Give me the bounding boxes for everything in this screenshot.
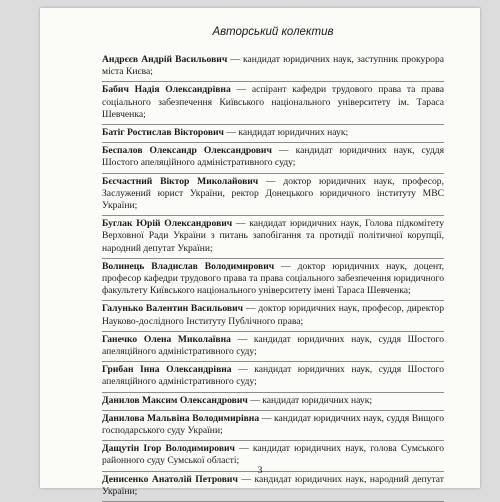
author-description: — кандидат юридичних наук, народний депутат України;: [102, 473, 444, 497]
author-description: — доктор юридичних наук, професор, Заслужений юрист України, ректор Донецького юридичного інституту МВС України;: [102, 175, 444, 212]
author-name: Бєсчастний Віктор Миколайович: [102, 175, 259, 187]
author-name: Бабич Надія Олександрівна: [102, 84, 231, 96]
author-list: [102, 52, 444, 502]
author-name: Батіг Ростислав Вікторович: [102, 127, 224, 139]
author-name: Галунько Валентин Васильович: [102, 303, 244, 315]
page-heading: Авторський колектив: [212, 26, 334, 38]
document-page: [40, 8, 480, 497]
page-number: 3: [257, 466, 263, 476]
author-name: Данилова Мальвіна Володимирівна: [102, 412, 260, 424]
author-entry: [102, 301, 444, 331]
author-entry: [102, 174, 444, 217]
author-name: Буглак Юрій Олександрович: [102, 218, 233, 230]
author-name: Ганечко Олена Миколаївна: [102, 333, 231, 345]
author-entry: [102, 143, 444, 173]
author-description: — кандидат юридичних наук, Голова підкомітету Верховної Ради України з питань запобігання та протидії політичної корупції, народний депутат України;: [102, 218, 444, 254]
author-description: — аспірант кафедри трудового права та права соціального забезпечення Київського національного університету ім. Тараса Шевченка;: [102, 84, 444, 120]
author-entry: [102, 216, 444, 259]
author-description: — кандидат юридичних наук, заступник прокурора міста Києва;: [102, 54, 444, 78]
author-description: — кандидат юридичних наук;: [247, 394, 373, 406]
author-name: Денисенко Анатолій Петрович: [102, 473, 238, 485]
author-description: — доктор юридичних наук, доцент, професор кафедри трудового права та права соціального забезпечення юридичного факультету Київського національного університету імені Тараса Шевченка;: [102, 260, 445, 297]
author-description: — кандидат юридичних наук, суддя Шостого апеляційного адміністративного суду;: [102, 333, 444, 358]
author-description: — доктор юридичних наук, професор, директор Науково-дослідного Інституту Публічного права;: [102, 303, 445, 327]
author-entry: [102, 411, 444, 441]
author-description: — кандидат юридичних наук, суддя Шостого апеляційного адміністративного суду;: [102, 145, 444, 169]
author-entry: [102, 52, 444, 82]
author-entry: [102, 393, 444, 411]
author-entry: [102, 362, 444, 392]
author-entry: [102, 259, 444, 302]
author-description: — кандидат юридичних наук;: [223, 127, 349, 139]
author-name: Беспалов Олександр Олександрович: [102, 145, 272, 157]
author-name: Дащутін Ігор Володимирович: [102, 443, 235, 455]
author-description: — кандидат юридичних наук, суддя Вищого господарського суду України;: [102, 412, 444, 437]
author-entry: [102, 332, 444, 362]
author-entry: [102, 82, 444, 125]
author-name: Андрєєв Андрій Васильович: [102, 54, 228, 65]
author-description: — кандидат юридичних наук, голова Сумського районного суду Сумської області;: [102, 443, 444, 467]
author-name: Волинець Владислав Володимирович: [102, 260, 275, 272]
author-description: — кандидат юридичних наук, суддя Шостого апеляційного адміністративного суду;: [102, 364, 444, 388]
author-entry: [102, 125, 444, 143]
author-name: Данилов Максим Олександрович: [102, 394, 248, 406]
author-entry: [102, 472, 444, 502]
author-name: Грибан Інна Олександрівна: [102, 364, 232, 376]
